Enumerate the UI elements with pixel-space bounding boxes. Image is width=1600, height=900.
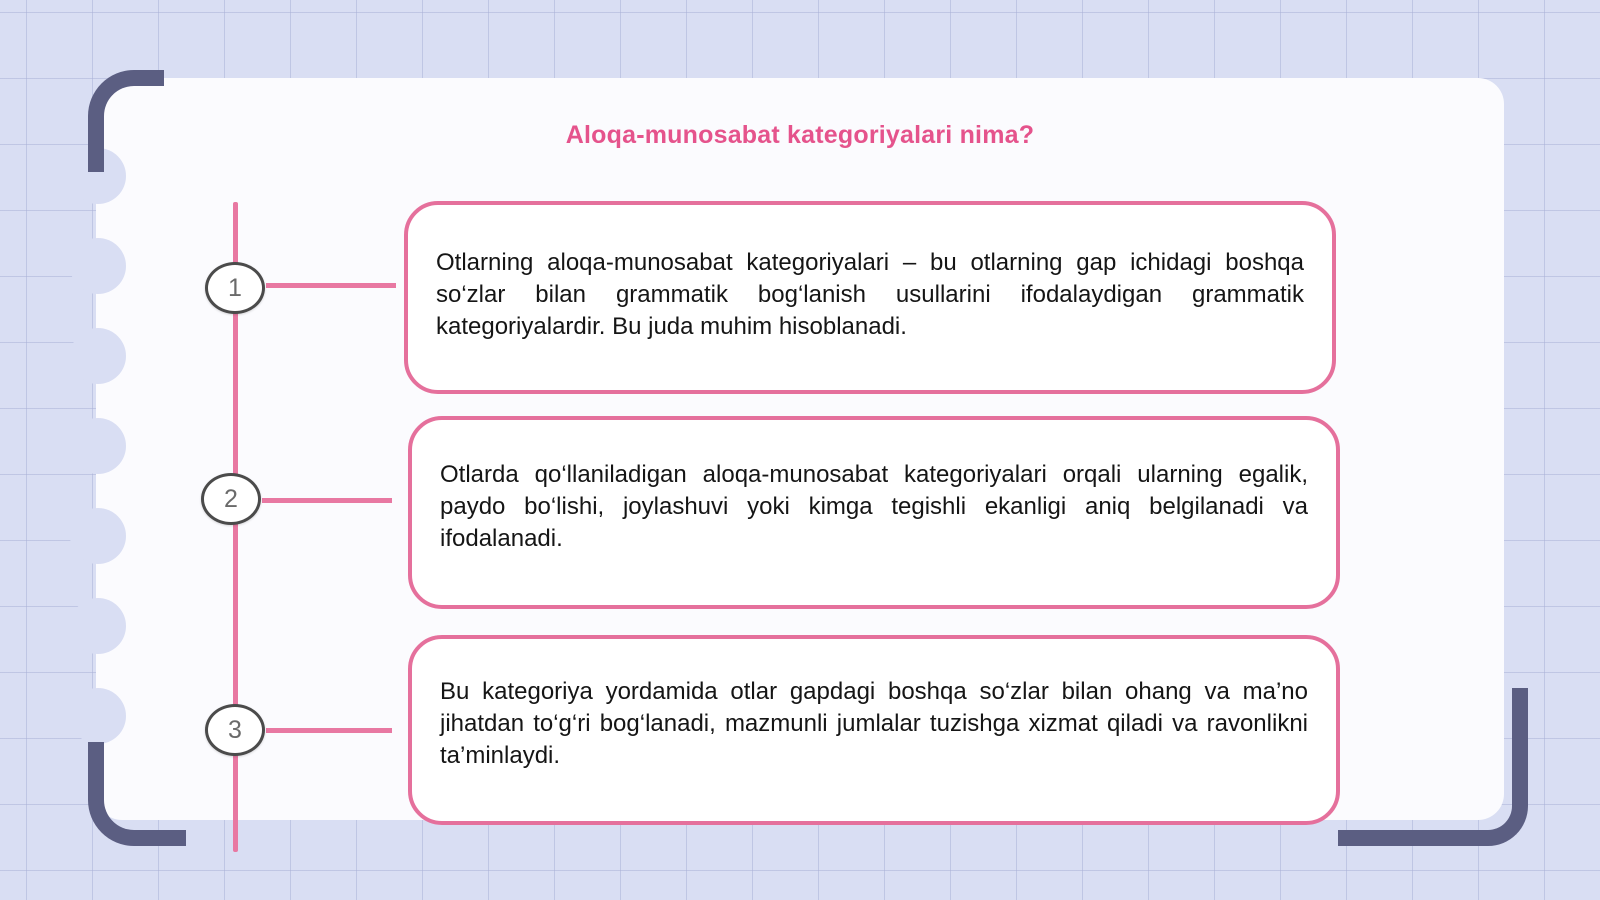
step-marker-2: 2 <box>201 473 261 525</box>
paper-notch <box>70 418 126 474</box>
paper-notch <box>70 688 126 744</box>
info-box-text: Otlarda qo‘llaniladigan aloqa-munosabat kategoriyalari orqali ularning egalik, paydo bo‘lishi, joylashuvi yoki kimga tegishli ekanligi aniq belgilanadi va ifodalanadi. <box>440 460 1308 552</box>
paper-notch <box>70 238 126 294</box>
info-box-3 <box>408 635 1340 825</box>
slide-title: Aloqa-munosabat kategoriyalari nima? <box>565 121 1035 149</box>
corner-bracket-bottom-left <box>88 742 186 846</box>
step-marker-1: 1 <box>205 262 265 314</box>
paper-notch <box>70 328 126 384</box>
info-box-1 <box>404 201 1336 394</box>
info-box-text: Bu kategoriya yordamida otlar gapdagi boshqa so‘zlar bilan ohang va ma’no jihatdan to‘g‘ri bog‘lanadi, mazmunli jumlalar tuzishga xizmat qiladi va ravonlikni ta’minlaydi. <box>440 678 1308 769</box>
paper-notch <box>70 598 126 654</box>
timeline-connector <box>266 728 392 733</box>
corner-bracket-bottom-right <box>1338 688 1528 846</box>
paper-notch <box>70 508 126 564</box>
info-box-2 <box>408 416 1340 609</box>
step-marker-3: 3 <box>205 704 265 756</box>
timeline-connector <box>262 498 392 503</box>
timeline-connector <box>266 283 396 288</box>
info-box-text: Otlarning aloqa-munosabat kategoriyalari – bu otlarning gap ichidagi boshqa so‘zlar bilan grammatik bog‘lanish usullarini ifodalaydigan grammatik kategoriyalardir. Bu juda muhim hisoblanadi. <box>436 248 1304 340</box>
